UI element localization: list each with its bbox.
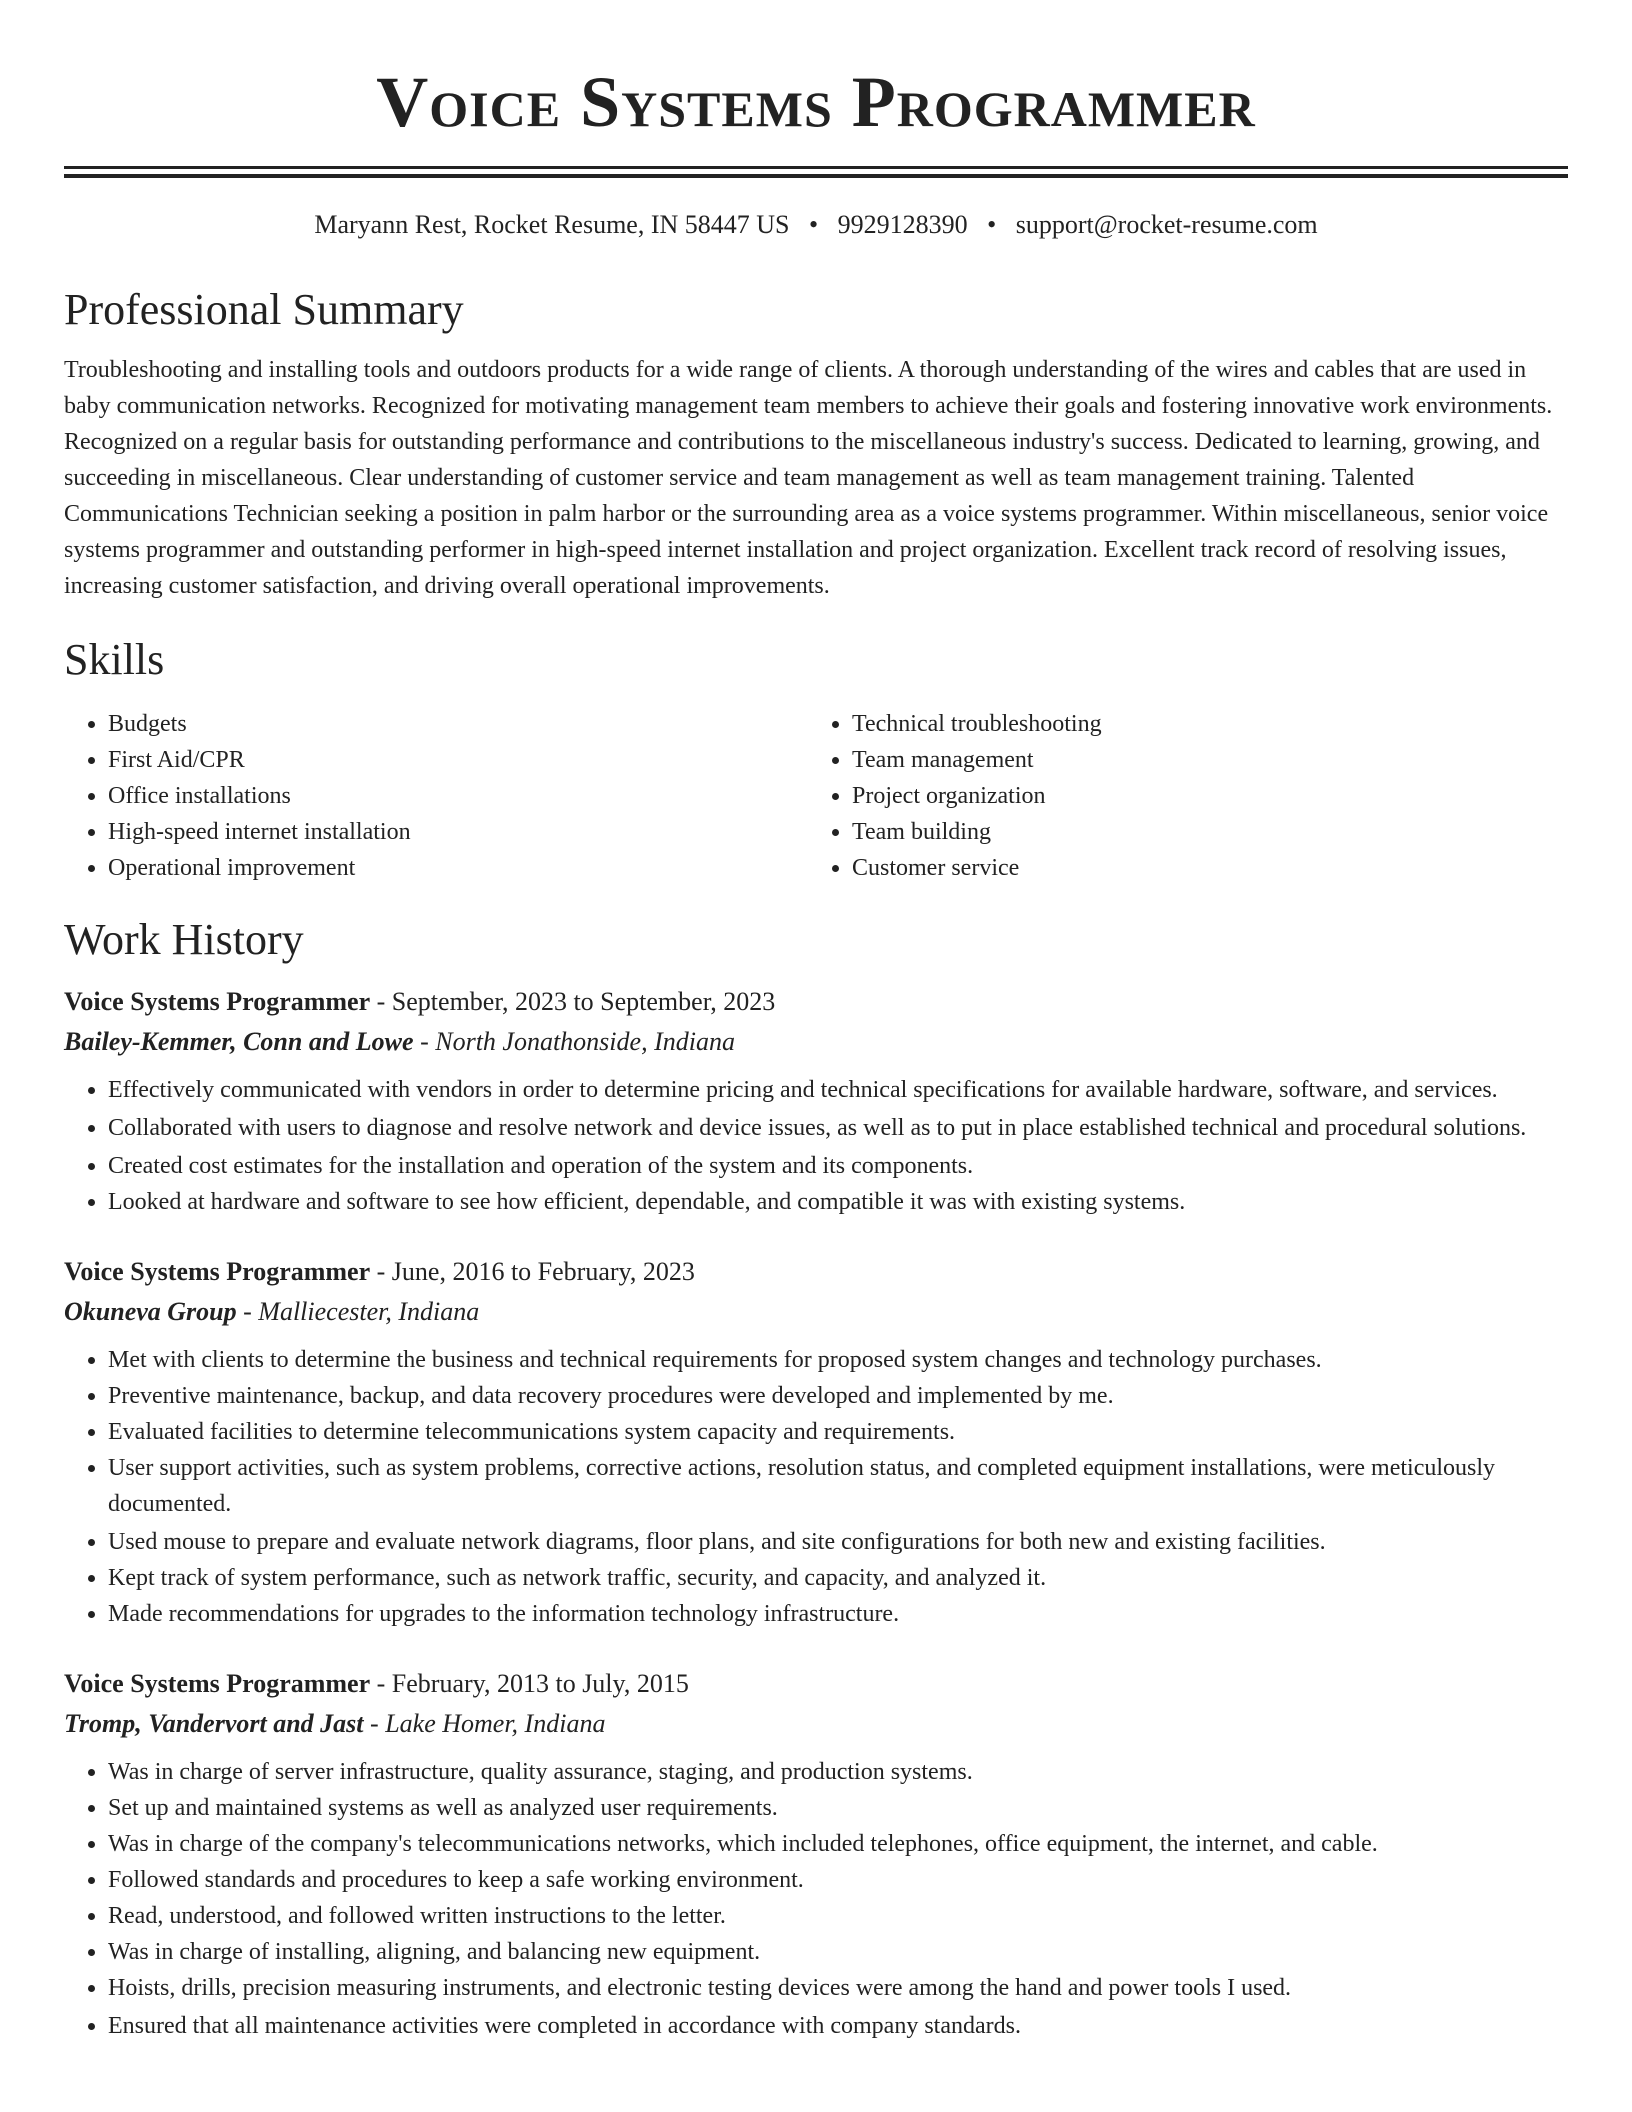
job-dates: - June, 2016 to February, 2023 <box>370 1257 695 1286</box>
job-dates: - February, 2013 to July, 2015 <box>370 1669 689 1698</box>
resume-title: Voice Systems Programmer <box>376 62 1256 142</box>
job-title: Voice Systems Programmer <box>64 1669 371 1698</box>
job-bullet: • Collaborated with users to diagnose and resolve network and device issues, as well as to put in place established technical and procedural solutions. <box>108 1110 1568 1146</box>
job-bullet: • Followed standards and procedures to keep a safe working environment. <box>108 1862 1568 1898</box>
skill-item: • Office installations <box>108 778 808 814</box>
job-company: Okuneva Group <box>64 1297 237 1326</box>
job-bullets <box>64 1072 1568 1220</box>
job-bullet: • Read, understood, and followed written instructions to the letter. <box>108 1898 1568 1934</box>
contact-separator: • <box>987 210 997 239</box>
skill-item: • Technical troubleshooting <box>852 706 1552 742</box>
job-bullet: • Used mouse to prepare and evaluate network diagrams, floor plans, and site configurations for both new and existing facilities. <box>108 1524 1568 1560</box>
job-bullet: • Was in charge of server infrastructure, quality assurance, staging, and production systems. <box>108 1754 1568 1790</box>
summary-text: Troubleshooting and installing tools and outdoors products for a wide range of clients. A thorough understanding of the wires and cables that are used in baby communication networks. Recognized for motivating management team members to achieve their goals and fostering innovative work environments. Recognized on a regular basis for outstanding performance and contributions to the miscellaneous industry's success. Dedicated to learning, growing, and succeeding in miscellaneous. Clear understanding of customer service and team management as well as team management training. Talented Communications Technician seeking a position in palm harbor or the surrounding area as a voice systems programmer. Within miscellaneous, senior voice systems programmer and outstanding performer in high-speed internet installation and project organization. Excellent track record of resolving issues, increasing customer satisfaction, and driving overall operational improvements. <box>64 357 1553 599</box>
job-location: - Malliecester, Indiana <box>236 1297 480 1326</box>
skill-item: • First Aid/CPR <box>108 742 808 778</box>
skill-item: • Project organization <box>852 778 1552 814</box>
job-location: - Lake Homer, Indiana <box>363 1709 606 1738</box>
job-company: Tromp, Vandervort and Jast <box>64 1709 364 1738</box>
skills-list <box>64 706 1568 886</box>
job-bullet: • Was in charge of installing, aligning, and balancing new equipment. <box>108 1934 1568 1970</box>
skill-item: • Operational improvement <box>108 850 808 886</box>
skill-item: • High-speed internet installation <box>108 814 808 850</box>
job-entry <box>64 1664 1568 2044</box>
skill-item: • Team building <box>852 814 1552 850</box>
job-title: Voice Systems Programmer <box>64 1257 371 1286</box>
summary-heading: Professional Summary <box>64 285 464 334</box>
work-history-heading: Work History <box>64 915 304 964</box>
contact-address: Maryann Rest, Rocket Resume, IN 58447 US <box>314 210 790 239</box>
title-divider <box>64 166 1568 178</box>
contact-line <box>64 208 1568 242</box>
job-dates: - September, 2023 to September, 2023 <box>370 987 776 1016</box>
contact-separator: • <box>809 210 819 239</box>
job-company-line <box>64 1704 1568 1744</box>
job-bullets <box>64 1754 1568 2044</box>
job-bullet: • User support activities, such as system problems, corrective actions, resolution status, and completed equipment installations, were meticulously documented. <box>108 1450 1568 1522</box>
job-entry <box>64 1252 1568 1632</box>
skills-heading: Skills <box>64 635 165 684</box>
job-bullet: • Made recommendations for upgrades to the information technology infrastructure. <box>108 1596 1568 1632</box>
job-company: Bailey-Kemmer, Conn and Lowe <box>64 1027 414 1056</box>
skill-item: • Customer service <box>852 850 1552 886</box>
skill-item: • Team management <box>852 742 1552 778</box>
job-bullet: • Looked at hardware and software to see how efficient, dependable, and compatible it was with existing systems. <box>108 1184 1568 1220</box>
job-title-line <box>64 1664 1568 1704</box>
job-bullet: • Evaluated facilities to determine telecommunications system capacity and requirements. <box>108 1414 1568 1450</box>
job-bullet: • Preventive maintenance, backup, and data recovery procedures were developed and implemented by me. <box>108 1378 1568 1414</box>
job-title-line <box>64 982 1568 1022</box>
job-location: - North Jonathonside, Indiana <box>413 1027 735 1056</box>
skill-item: • Budgets <box>108 706 808 742</box>
job-title-line <box>64 1252 1568 1292</box>
job-entry <box>64 982 1568 1220</box>
job-bullet: • Kept track of system performance, such as network traffic, security, and capacity, and analyzed it. <box>108 1560 1568 1596</box>
job-company-line <box>64 1022 1568 1062</box>
job-title: Voice Systems Programmer <box>64 987 371 1016</box>
job-bullet: • Created cost estimates for the installation and operation of the system and its components. <box>108 1148 1568 1184</box>
job-bullet: • Effectively communicated with vendors in order to determine pricing and technical specifications for available hardware, software, and services. <box>108 1072 1568 1108</box>
job-bullet: • Set up and maintained systems as well as analyzed user requirements. <box>108 1790 1568 1826</box>
skills-column-right <box>808 706 1552 886</box>
job-bullet: • Hoists, drills, precision measuring instruments, and electronic testing devices were among the hand and power tools I used. <box>108 1970 1568 2006</box>
job-company-line <box>64 1292 1568 1332</box>
contact-email: support@rocket-resume.com <box>1015 210 1318 239</box>
skills-column-left <box>64 706 808 886</box>
job-bullets <box>64 1342 1568 1632</box>
job-bullet: • Ensured that all maintenance activities were completed in accordance with company standards. <box>108 2008 1568 2044</box>
job-bullet: • Met with clients to determine the business and technical requirements for proposed system changes and technology purchases. <box>108 1342 1568 1378</box>
job-bullet: • Was in charge of the company's telecommunications networks, which included telephones, office equipment, the internet, and cable. <box>108 1826 1568 1862</box>
contact-phone: 9929128390 <box>837 210 968 239</box>
